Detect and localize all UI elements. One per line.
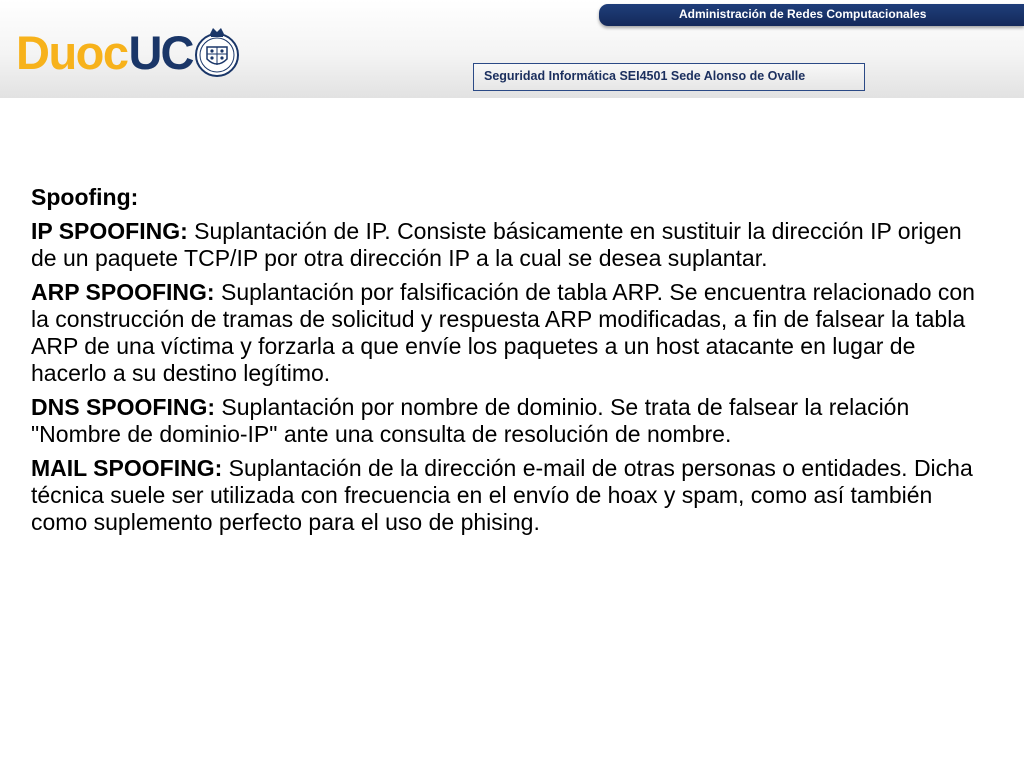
definition-ip-spoofing: [31, 218, 991, 272]
definition-text: Suplantación de IP. Consiste básicamente en sustituir la dirección IP origen de un paquete TCP/IP por otra dirección IP a la cual se desea suplantar.: [31, 218, 962, 271]
definition-arp-spoofing: [31, 279, 991, 387]
program-title-bar: [599, 4, 1024, 26]
definition-text: Suplantación por falsificación de tabla ARP. Se encuentra relacionado con la construcción de tramas de solicitud y respuesta ARP modificadas, a fin de falsear la tabla ARP de una víctima y forzarla a que envíe los paquetes a un host atacante en lugar de hacerlo a su destino legítimo.: [31, 279, 975, 386]
definition-term: MAIL SPOOFING:: [31, 455, 223, 481]
logo-duoc-text: Duoc: [16, 25, 128, 79]
slide-heading: Spoofing:: [31, 184, 139, 210]
definition-term: ARP SPOOFING:: [31, 279, 215, 305]
duoc-uc-logo: [16, 22, 240, 82]
course-label: Seguridad Informática SEI4501 Sede Alonso de Ovalle: [484, 69, 806, 83]
definition-term: DNS SPOOFING:: [31, 394, 216, 420]
slide-content: [31, 184, 991, 543]
slide-header: [0, 0, 1024, 98]
definition-text: Suplantación por nombre de dominio. Se trata de falsear la relación "Nombre de dominio-IP" ante una consulta de resolución de nombre.: [31, 394, 910, 447]
logo-uc-text: UC: [128, 25, 193, 79]
course-label-box: [473, 63, 865, 91]
program-title: Administración de Redes Computacionales: [679, 7, 927, 21]
definition-dns-spoofing: [31, 394, 991, 448]
definition-mail-spoofing: [31, 455, 991, 536]
definition-term: IP SPOOFING:: [31, 218, 188, 244]
university-crest-icon: [194, 25, 240, 79]
definition-text: Suplantación de la dirección e-mail de otras personas o entidades. Dicha técnica suele ser utilizada con frecuencia en el envío de hoax y spam, como así también como suplemento perfecto para el uso de phising.: [31, 455, 973, 535]
